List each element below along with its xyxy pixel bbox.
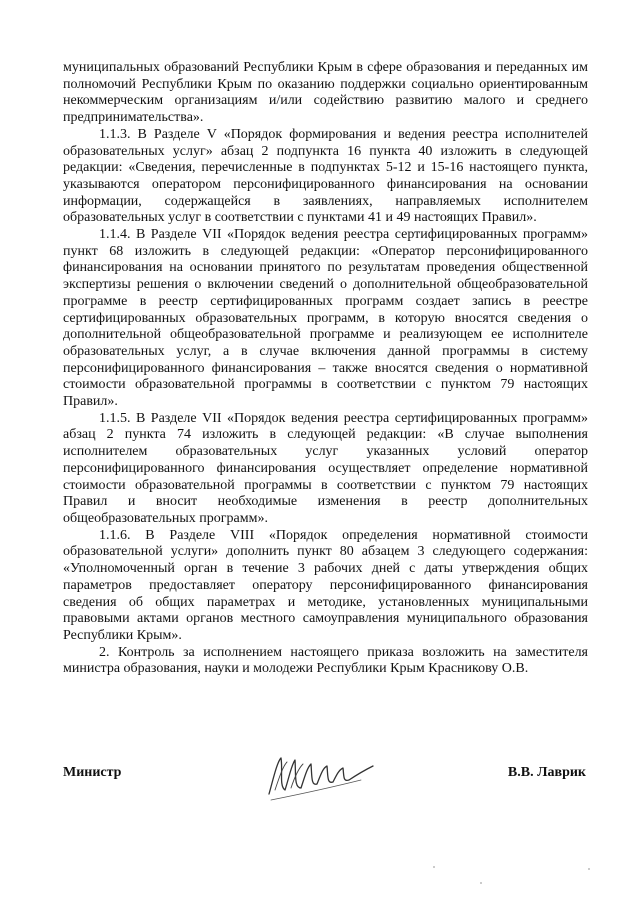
scan-speck	[433, 866, 435, 868]
paragraph-1-1-5: 1.1.5. В Разделе VII «Порядок ведения реестра сертифицированных программ» абзац 2 пункта 74 изложить в следующей редакции: «В случае выполнения исполнителем образовательных услуг указанных условий оператор персонифицированного финансирования осуществляет определение нормативной стоимости образовательной программы в соответствии с пунктом 79 настоящих Правил и вносит необходимые изменения в реестр дополнительных общеобразовательных программ».	[63, 410, 588, 526]
scan-speck	[480, 882, 482, 884]
paragraph-1-1-6: 1.1.6. В Разделе VIII «Порядок определения нормативной стоимости образовательной услуги» дополнить пункт 80 абзацем 3 следующего содержания: «Уполномоченный орган в течение 3 рабочих дней с даты утверждения общих параметров предоставляет оператору персонифицированного финансирования сведения об общих параметрах и методике, установленных муниципальными правовыми актами органов местного самоуправления муниципального образования Республики Крым».	[63, 527, 588, 643]
signature-block	[63, 758, 588, 818]
paragraph-2-control: 2. Контроль за исполнением настоящего приказа возложить на заместителя министра образования, науки и молодежи Республики Крым Красникову О.В.	[63, 644, 588, 677]
signatory-name: В.В. Лаврик	[507, 765, 586, 780]
paragraph-1-1-4: 1.1.4. В Разделе VII «Порядок ведения реестра сертифицированных программ» пункт 68 изложить в следующей редакции: «Оператор персонифицированного финансирования на основании принятого по результатам проведения общественной экспертизы решения о включении сведений о дополнительной общеобразовательной программе в реестр сертифицированных программ создает запись в реестре сертифицированных образовательных программ, в которую вносятся сведения о дополнительной общеобразовательной программе и реализующем ее исполнителе образовательных услуг, а в случае включения данной программы в систему персонифицированного финансирования – также вносятся сведения о нормативной стоимости образовательной программы в соответствии с пунктом 79 настоящих Правил».	[63, 227, 588, 410]
scan-speck	[588, 868, 590, 870]
paragraph-continuation: муниципальных образований Республики Крым в сфере образования и переданных им полномочий Республики Крым по оказанию поддержки социально ориентированным некоммерческим организациям и/или содействию развитию малого и среднего предпринимательства».	[63, 60, 588, 126]
document-body	[63, 60, 588, 678]
signatory-title: Министр	[63, 765, 122, 780]
paragraph-1-1-3: 1.1.3. В Разделе V «Порядок формирования и ведения реестра исполнителей образовательных услуг» абзац 2 подпункта 16 пункта 40 изложить в следующей редакции: «Сведения, перечисленные в подпунктах 5-12 и 15-16 настоящего пункта, указываются оператором персонифицированного финансирования на основании информации, содержащейся в заявлениях, направляемых исполнителем образовательных услуг в соответствии с пунктами 41 и 49 настоящих Правил».	[63, 126, 588, 226]
handwritten-signature	[261, 750, 381, 806]
